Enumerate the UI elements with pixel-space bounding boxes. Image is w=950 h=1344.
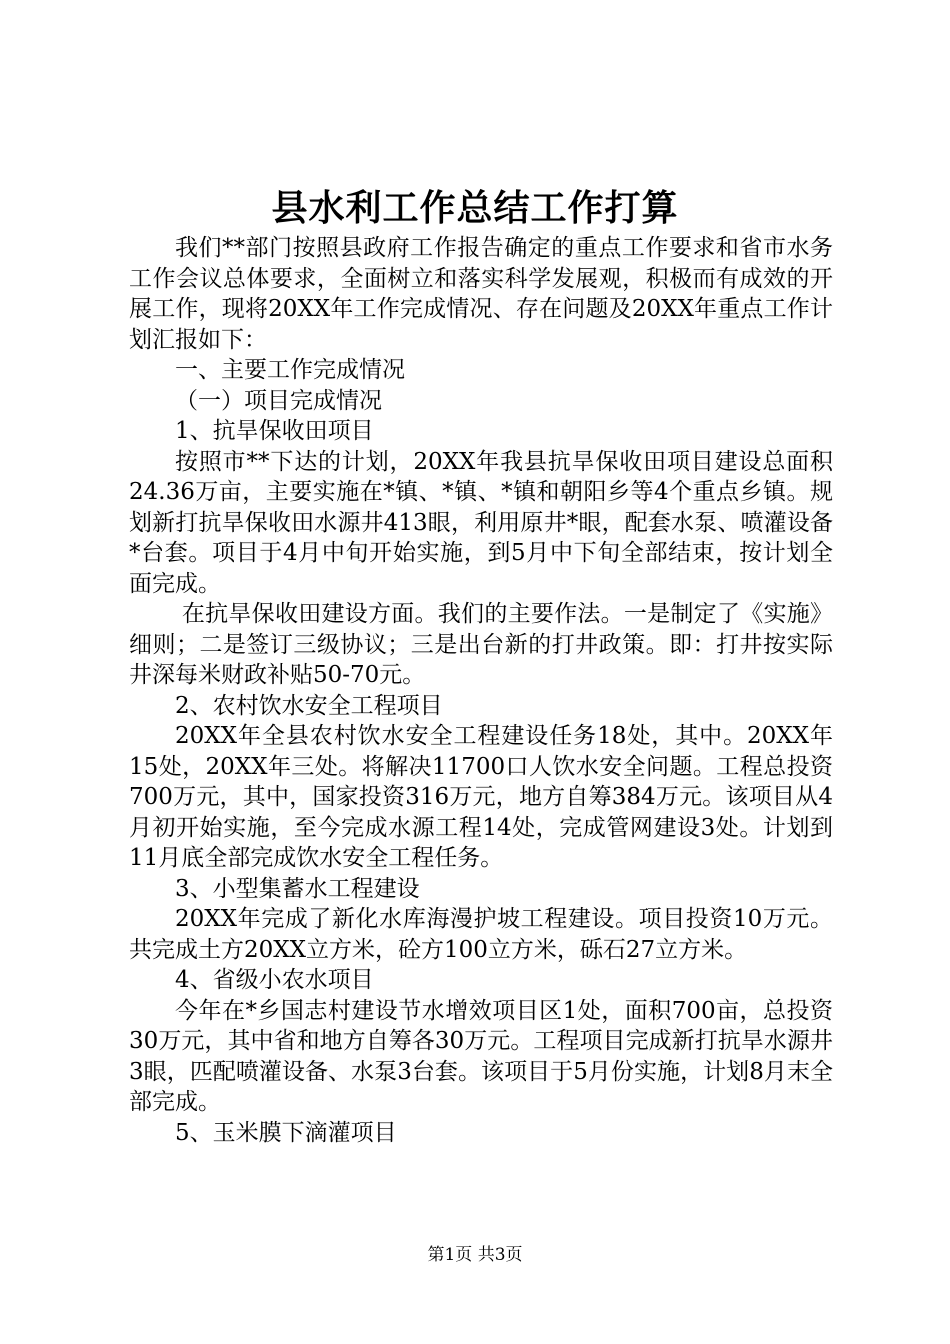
intro-paragraph: 我们**部门按照县政府工作报告确定的重点工作要求和省市水务工作会议总体要求，全面树立和落实科学发展观，积极而有成效的开展工作，现将20XX年工作完成情况、存在问题及20XX年重点工作计划汇报如下： bbox=[129, 235, 833, 353]
item-heading-small-water-storage: 3、小型集蓄水工程建设 bbox=[175, 875, 420, 902]
item-heading-rural-drinking-water: 2、农村饮水安全工程项目 bbox=[175, 692, 443, 719]
paragraph-provincial-irrigation-details: 今年在*乡国志村建设节水增效项目区1处，面积700亩，总投资30万元，其中省和地方自筹各30万元。工程项目完成新打抗旱水源井3眼，匹配喷灌设备、水泵3台套。该项目于5月份实施，计划8月末全部完成。 bbox=[129, 997, 833, 1115]
item-heading-drip-irrigation: 5、玉米膜下滴灌项目 bbox=[175, 1119, 397, 1146]
paragraph-water-storage-details: 20XX年完成了新化水库海漫护坡工程建设。项目投资10万元。共完成土方20XX立方米，砼方100立方米，砾石27立方米。 bbox=[129, 906, 833, 963]
item-heading-provincial-irrigation: 4、省级小农水项目 bbox=[175, 967, 374, 993]
subsection-heading-projects: （一）项目完成情况 bbox=[175, 387, 382, 414]
paragraph-drought-project-details: 按照市**下达的计划，20XX年我县抗旱保收田项目建设总面积24.36万亩，主要实施在*镇、*镇、*镇和朝阳乡等4个重点乡镇。规划新打抗旱保收田水源井413眼，利用原井*眼，配套水泵、喷灌设备*台套。项目于4月中旬开始实施，到5月中下旬全部结束，按计划全面完成。 bbox=[129, 448, 833, 597]
item-heading-drought-resistant-fields: 1、抗旱保收田项目 bbox=[175, 418, 374, 444]
section-heading-main-work: 一、主要工作完成情况 bbox=[175, 357, 405, 383]
document-title: 县水利工作总结工作打算 bbox=[271, 187, 679, 229]
paragraph-drinking-water-details: 20XX年全县农村饮水安全工程建设任务18处，其中。20XX年15处，20XX年三处。将解决11700口人饮水安全问题。工程总投资700万元，其中，国家投资316万元，地方自筹384万元。该项目从4月初开始实施，至今完成水源工程14处，完成管网建设3处。计划到11月底全部完成饮水安全工程任务。 bbox=[129, 723, 833, 871]
document-body bbox=[129, 233, 833, 1148]
paragraph-drought-methods: 在抗旱保收田建设方面。我们的主要作法。一是制定了《实施》细则；二是签订三级协议；三是出台新的打井政策。即：打井按实际井深每米财政补贴50-70元。 bbox=[129, 601, 833, 688]
page-footer: 第1页 共3页 bbox=[427, 1245, 523, 1265]
